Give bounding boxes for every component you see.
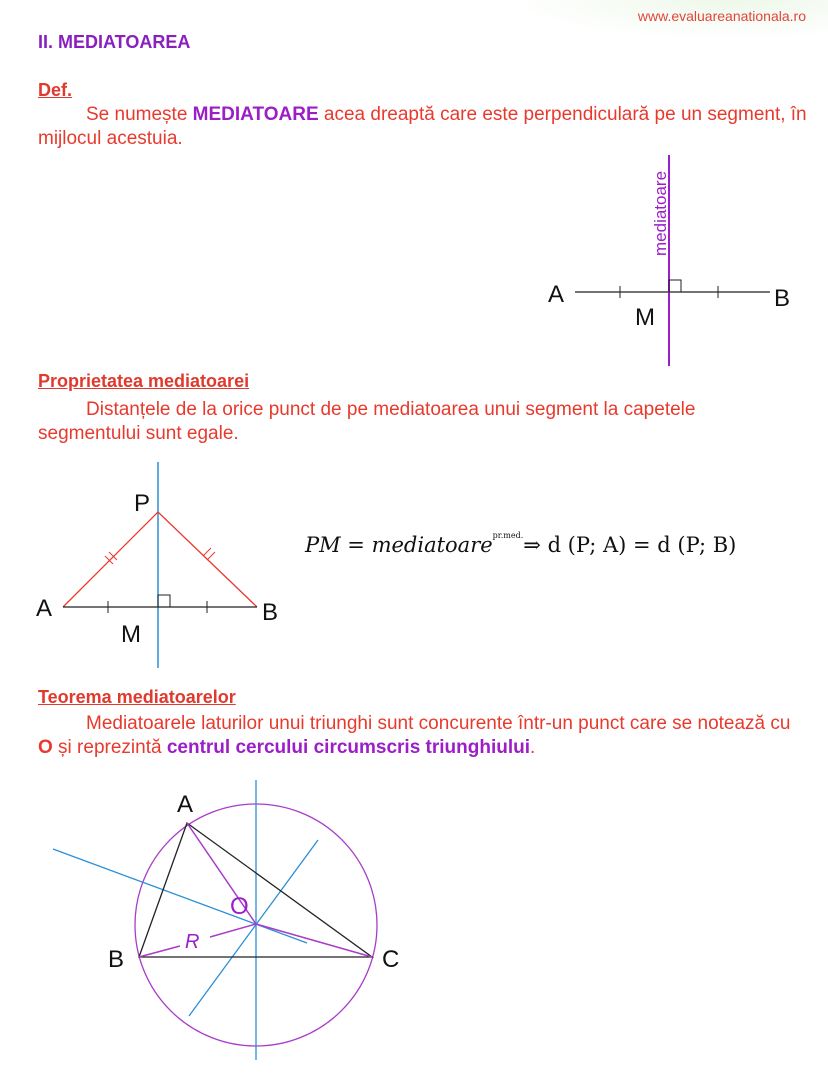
double-tick: [203, 548, 211, 556]
formula: PM = mediatoare$^{pr.med.}$⇒ d (P; A) = d (P; B): [305, 531, 737, 557]
triangle-sides: [63, 512, 257, 607]
radius-oc: [256, 924, 372, 957]
label-r: R: [185, 931, 200, 953]
theorem-heading: Teorema mediatoarelor: [38, 687, 236, 707]
right-angle-mark: [669, 280, 681, 292]
label-c: C: [382, 946, 400, 973]
double-tick: [207, 552, 215, 560]
double-tick: [109, 552, 117, 560]
definition-term: MEDIATOARE: [192, 104, 319, 125]
bisector-ac: [189, 840, 318, 1016]
property-heading: Proprietatea mediatoarei: [38, 371, 250, 391]
label-mediatoare: mediatoare: [651, 170, 670, 256]
definition-text: Se numește MEDIATOARE acea dreaptă care este perpendiculară pe un segment, în mijlocul acestuia.: [38, 104, 807, 149]
definition-heading: Def.: [38, 80, 73, 100]
site-url: www.evaluareanationala.ro: [637, 8, 806, 24]
radius-ob: [139, 946, 180, 957]
figure-circumcircle: [53, 780, 399, 1060]
label-a: A: [177, 791, 194, 818]
label-a: A: [36, 595, 53, 622]
label-b: B: [774, 285, 791, 312]
label-b: B: [108, 946, 125, 973]
double-tick: [105, 556, 113, 564]
theorem-text: Mediatoarele laturilor unui triunghi sunt concurente într-un punct care se notează cu O și reprezintă centrul cercului circumscris triunghiului.: [38, 713, 791, 758]
label-m: M: [121, 621, 141, 648]
bisector-ab: [53, 849, 307, 943]
label-m: M: [635, 304, 655, 331]
label-p: P: [134, 490, 151, 517]
right-angle-mark: [158, 595, 170, 607]
figure-property: [36, 462, 278, 668]
theorem-term: centrul cercului circumscris triunghiului: [166, 737, 531, 758]
label-a: A: [548, 281, 565, 308]
page-title: II. MEDIATOAREA: [38, 32, 191, 52]
figure-perpendicular-bisector: [548, 155, 790, 366]
label-b: B: [262, 599, 279, 626]
label-o: O: [230, 893, 249, 920]
property-text: Distanțele de la orice punct de pe mediatoarea unui segment la capetele segmentului sunt egale.: [38, 399, 696, 444]
